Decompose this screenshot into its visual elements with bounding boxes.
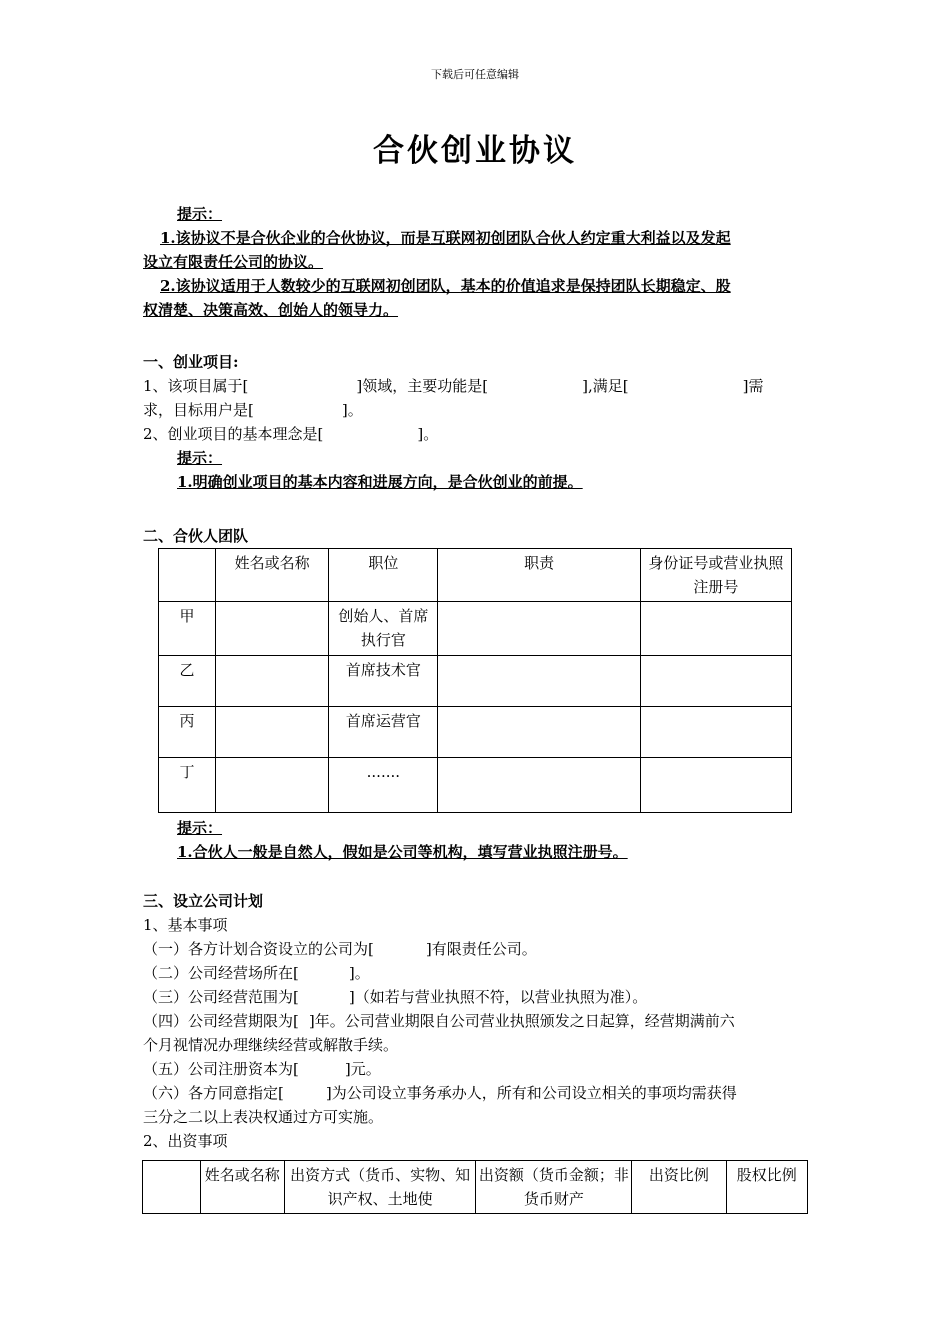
table-cell bbox=[438, 707, 640, 758]
tip-label: 提示： bbox=[177, 819, 223, 837]
subsection-heading: 2、出资事项 bbox=[143, 1132, 228, 1150]
plan-item-6: （六）各方同意指定[ ]为公司设立事务承办人，所有和公司设立相关的事项均需获得 bbox=[143, 1084, 737, 1102]
tip-line: 1.该协议不是合伙企业的合伙协议，而是互联网初创团队合伙人约定重大利益以及发起 bbox=[160, 229, 731, 247]
table-row bbox=[159, 707, 792, 758]
plan-item-4: （四）公司经营期限为[ ]年。公司营业期限自公司营业执照颁发之日起算，经营期满前六 bbox=[143, 1012, 735, 1030]
table-header-cell bbox=[159, 549, 216, 602]
table-cell bbox=[216, 758, 329, 813]
table-cell bbox=[216, 656, 329, 707]
table-cell bbox=[640, 656, 791, 707]
table-cell: 丙 bbox=[159, 707, 216, 758]
tip-label: 提示： bbox=[177, 449, 223, 467]
table-cell bbox=[216, 602, 329, 656]
table-cell bbox=[640, 602, 791, 656]
table-row bbox=[159, 656, 792, 707]
table-row bbox=[159, 758, 792, 813]
table-header-row bbox=[159, 549, 792, 602]
table-header-cell: 出资比例 bbox=[632, 1161, 726, 1214]
contribution-table bbox=[142, 1160, 808, 1214]
tip-line: 1.明确创业项目的基本内容和进展方向，是合伙创业的前提。 bbox=[177, 473, 583, 491]
plan-item-3: （三）公司经营范围为[ ]（如若与营业执照不符，以营业执照为准）。 bbox=[143, 988, 648, 1006]
project-item-1: 1、该项目属于[ ]领域，主要功能是[ ],满足[ ]需 bbox=[143, 377, 764, 395]
table-cell bbox=[438, 602, 640, 656]
partner-table bbox=[158, 548, 792, 813]
table-header-row bbox=[143, 1161, 808, 1214]
table-header-cell: 姓名或名称 bbox=[200, 1161, 284, 1214]
plan-item-4-cont: 个月视情况办理继续经营或解散手续。 bbox=[143, 1036, 399, 1054]
section-company-plan bbox=[143, 889, 808, 1153]
plan-item-1: （一）各方计划合资设立的公司为[ ]有限责任公司。 bbox=[143, 940, 537, 958]
table-header-cell: 出资额（货币金额；非货币财产 bbox=[476, 1161, 632, 1214]
table-cell: 丁 bbox=[159, 758, 216, 813]
table-header-cell bbox=[143, 1161, 201, 1214]
table-cell bbox=[640, 707, 791, 758]
tip-line: 设立有限责任公司的协议。 bbox=[143, 253, 324, 271]
tip-line: 2.该协议适用于人数较少的互联网初创团队，基本的价值追求是保持团队长期稳定、股 bbox=[160, 277, 731, 295]
table-cell bbox=[438, 758, 640, 813]
table-header-cell: 股权比例 bbox=[726, 1161, 807, 1214]
project-item-2: 2、创业项目的基本理念是[ ]。 bbox=[143, 425, 439, 443]
plan-item-6-cont: 三分之二以上表决权通过方可实施。 bbox=[143, 1108, 384, 1126]
plan-item-2: （二）公司经营场所在[ ]。 bbox=[143, 964, 370, 982]
section-heading: 二、合伙人团队 bbox=[143, 527, 249, 545]
table-cell: 创始人、首席执行官 bbox=[329, 602, 438, 656]
tip-label: 提示： bbox=[177, 205, 223, 223]
table-cell: ....... bbox=[329, 758, 438, 813]
page-header: 下载后可任意编辑 bbox=[431, 68, 519, 81]
table-header-cell: 职责 bbox=[438, 549, 640, 602]
document-title: 合伙创业协议 bbox=[373, 133, 577, 169]
table-cell bbox=[438, 656, 640, 707]
table-header-cell: 职位 bbox=[329, 549, 438, 602]
table-header-cell: 姓名或名称 bbox=[216, 549, 329, 602]
table-row bbox=[159, 602, 792, 656]
subsection-heading: 1、基本事项 bbox=[143, 916, 228, 934]
section-heading: 一、创业项目: bbox=[143, 353, 239, 371]
section-heading: 三、设立公司计划 bbox=[143, 892, 264, 910]
plan-item-5: （五）公司注册资本为[ ]元。 bbox=[143, 1060, 381, 1078]
table-cell: 首席技术官 bbox=[329, 656, 438, 707]
project-item-1-cont: 求，目标用户是[ ]。 bbox=[143, 401, 363, 419]
table-cell bbox=[640, 758, 791, 813]
table-header-cell: 出资方式（货币、实物、知识产权、土地使 bbox=[284, 1161, 476, 1214]
table-header-cell: 身份证号或营业执照注册号 bbox=[640, 549, 791, 602]
table-cell bbox=[216, 707, 329, 758]
section-project bbox=[143, 350, 808, 494]
table-cell: 首席运营官 bbox=[329, 707, 438, 758]
tip-line: 权清楚、决策高效、创始人的领导力。 bbox=[143, 301, 399, 319]
partner-tip bbox=[143, 816, 808, 864]
table-cell: 乙 bbox=[159, 656, 216, 707]
tip-line: 1.合伙人一般是自然人，假如是公司等机构，填写营业执照注册号。 bbox=[177, 843, 628, 861]
intro-tip bbox=[143, 202, 808, 322]
table-cell: 甲 bbox=[159, 602, 216, 656]
